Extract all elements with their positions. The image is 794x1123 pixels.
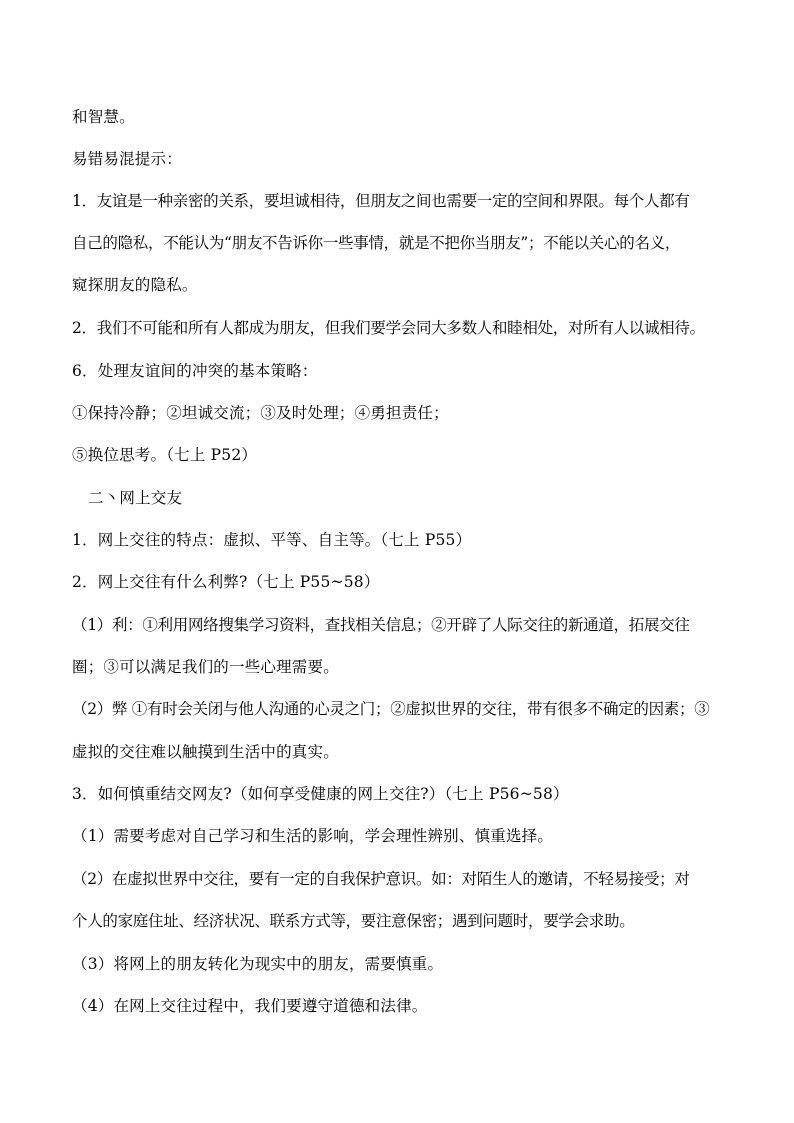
text-line: 1．网上交往的特点：虚拟、平等、自主等。（七上 P55） xyxy=(72,531,472,549)
text-line: （4）在网上交往过程中，我们要遵守道德和法律。 xyxy=(72,997,428,1015)
text-line: （3）将网上的朋友转化为现实中的朋友，需要慎重。 xyxy=(72,955,444,973)
text-line: 圈；③可以满足我们的一些心理需要。 xyxy=(72,658,339,676)
text-line: （1）需要考虑对自己学习和生活的影响，学会理性辨别、慎重选择。 xyxy=(72,827,554,845)
text-line: 虚拟的交往难以触摸到生活中的真实。 xyxy=(72,743,339,761)
text-line: ⑤换位思考。（七上 P52） xyxy=(72,446,258,464)
text-line: （1）利：①利用网络搜集学习资料，查找相关信息；②开辟了人际交往的新通道，拓展交往 xyxy=(72,616,690,634)
text-line: ①保持冷静；②坦诚交流；③及时处理；④勇担责任； xyxy=(72,404,449,422)
text-line: 和智慧。 xyxy=(72,108,135,126)
text-line: 6．处理友谊间的冲突的基本策略： xyxy=(72,362,318,380)
section-heading: 二丶网上交友 xyxy=(88,489,183,507)
text-line: 易错易混提示： xyxy=(72,150,182,168)
text-line: （2）弊 ①有时会关闭与他人沟通的心灵之门；②虚拟世界的交往，带有很多不确定的因素；③ xyxy=(72,700,710,718)
text-line: （2）在虚拟世界中交往，要有一定的自我保护意识。如：对陌生人的邀请，不轻易接受；对 xyxy=(72,870,690,888)
text-line: 2．网上交往有什么利弊?（七上 P55~58） xyxy=(72,573,380,591)
text-line: 3．如何慎重结交网友?（如何享受健康的网上交往?）（七上 P56~58） xyxy=(72,785,569,803)
text-line: 个人的家庭住址、经济状况、联系方式等，要注意保密；遇到问题时，要学会求助。 xyxy=(72,912,635,930)
text-line: 自己的隐私，不能认为“朋友不告诉你一些事情，就是不把你当朋友”；不能以关心的名义， xyxy=(72,234,681,252)
text-line: 2．我们不可能和所有人都成为朋友，但我们要学会同大多数人和睦相处，对所有人以诚相待。 xyxy=(72,319,705,337)
text-line: 窥探朋友的隐私。 xyxy=(72,276,198,294)
text-line: 1．友谊是一种亲密的关系，要坦诚相待，但朋友之间也需要一定的空间和界限。每个人都有 xyxy=(72,192,690,210)
